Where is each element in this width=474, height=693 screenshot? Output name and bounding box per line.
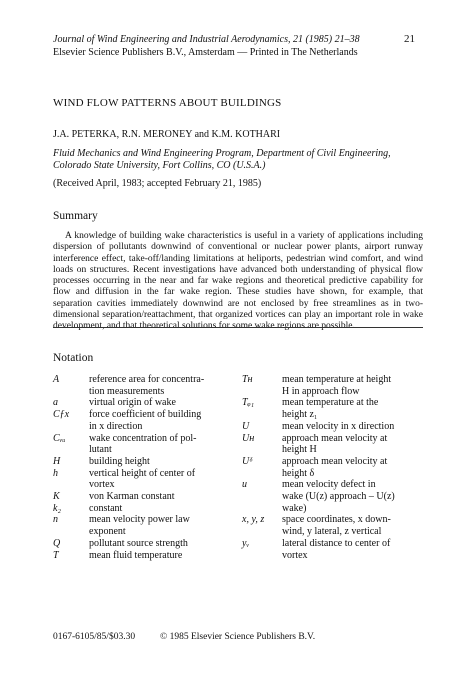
notation-symbol: x, y, z [242,514,265,526]
notation-description [89,491,243,503]
authors: J.A. PETERKA, R.N. MERONEY and K.M. KOTHARI [53,129,281,140]
notation-entry [242,538,432,561]
notation-symbol: k₂ [53,502,61,514]
notation-description-line: force coefficient of building [89,409,202,421]
notation-description-line: H in approach flow [282,385,360,397]
issn-code: 0167-6105/85/$03.30 [53,632,136,642]
notation-description-line: wake concentration of pol- [89,432,197,444]
notation-description-line: in x direction [89,420,143,432]
notation-description [282,479,432,514]
notation-description-line: height δ [282,467,315,479]
notation-description [282,433,432,456]
notation-description-line: pollutant source strength [89,537,188,549]
notation-symbol: K [53,491,60,503]
notation-symbol: Uᵟ [242,455,253,467]
notation-entry [242,514,432,537]
notation-description-line: mean temperature at height [282,374,392,385]
notation-description-line: exponent [89,526,126,538]
notation-entry [242,397,432,420]
notation-entry [53,409,243,432]
notation-entry [242,374,432,397]
notation-entry [53,456,243,468]
page-number: 21 [404,33,415,45]
notation-entry [53,433,243,456]
notation-symbol: a [53,397,58,409]
notation-description [89,409,243,432]
notation-symbol: Tʜ [242,374,253,385]
notation-description [282,514,432,537]
notation-description [89,468,243,491]
notation-entry [242,456,432,479]
notation-description [89,550,243,562]
notation-description-line: lateral distance to center of [282,537,391,549]
notation-entry [242,433,432,456]
notation-symbol: U [242,420,250,432]
notation-description [282,421,432,433]
notation-heading: Notation [53,352,94,364]
notation-description [89,503,243,515]
summary-text: A knowledge of building wake characteristics is useful in a variety of applications including dispersion of pollutants downwind of conventional or nuclear power plants, airport runway interference effect, take-off/landing limitations at heliports, pedestrian wind comfort, and wind loads on structures. Recent investigations have advanced both understanding of physical flow processes occurring in the near and far wake regions and theoretical predictive capability for flow and diffusion in the far wake region. These studies have shown, for example, that separation cavities immediately downwind are not enclosed by free streamlines as in two-dimensional separation/reattachment, that organized vortices can play an important role in wake development, and that theoretical solutions for some wake regions are possible. [53,231,423,332]
notation-description-line: mean velocity in x direction [282,420,395,432]
summary-heading: Summary [53,210,98,222]
notation-symbol: Uʜ [242,432,255,444]
notation-entry [53,538,243,550]
notation-description [89,374,243,397]
notation-description [89,538,243,550]
section-divider [53,327,423,328]
notation-description-line: wind, y lateral, z vertical [282,526,382,538]
notation-description-line: height z₁ [282,409,318,421]
notation-description-line: height H [282,444,317,456]
notation-symbol: Q [53,537,61,549]
copyright: © 1985 Elsevier Science Publishers B.V. [160,632,316,642]
notation-description-line: constant [89,502,123,514]
notation-description-line: von Karman constant [89,491,175,503]
notation-symbol: A [53,374,60,385]
notation-entry [53,491,243,503]
notation-symbol: T [53,549,59,561]
notation-entry [53,503,243,515]
notation-entry [53,468,243,491]
notation-description-line: mean velocity defect in [282,479,376,491]
notation-description [282,374,432,397]
notation-description [89,397,243,409]
notation-symbol: Cᵥᵤ [53,432,66,444]
notation-description-line: wake (U(z) approach – U(z) [282,491,395,503]
notation-description-line: tion measurements [89,385,165,397]
notation-description [282,538,432,561]
notation-description-line: mean velocity power law [89,514,190,526]
journal-citation: Journal of Wind Engineering and Industrial Aerodynamics, 21 (1985) 21–38 [53,34,360,45]
affiliation: Fluid Mechanics and Wind Engineering Program, Department of Civil Engineering, Colorado State University, Fort Collins, CO (U.S.A.) [53,148,391,171]
notation-entry [242,479,432,514]
notation-description-line: vortex [89,479,115,491]
notation-description-line: approach mean velocity at [282,455,388,467]
notation-description-line: mean temperature at the [282,397,379,409]
notation-entry [242,421,432,433]
notation-entry [53,397,243,409]
notation-description-line: reference area for concentra- [89,374,205,385]
notation-description [282,397,432,420]
notation-description [89,433,243,456]
notation-symbol: u [242,479,247,491]
notation-description-line: space coordinates, x down- [282,514,391,526]
notation-description-line: building height [89,455,150,467]
notation-column-left [53,374,243,561]
notation-description-line: lutant [89,444,112,456]
notation-description-line: virtual origin of wake [89,397,176,409]
article-title: WIND FLOW PATTERNS ABOUT BUILDINGS [53,97,282,109]
notation-entry [53,550,243,562]
notation-description [282,456,432,479]
publisher-line: Elsevier Science Publishers B.V., Amsterdam — Printed in The Netherlands [53,47,358,58]
notation-description [89,514,243,537]
notation-symbol: h [53,467,58,479]
notation-entry [53,514,243,537]
notation-description [89,456,243,468]
received-dates: (Received April, 1983; accepted February 21, 1985) [53,178,262,189]
notation-description-line: vortex [282,549,308,561]
notation-symbol: Tᵩ₁ [242,397,255,409]
notation-entry [53,374,243,397]
notation-description-line: vertical height of center of [89,467,196,479]
notation-symbol: Cƒx [53,409,70,421]
journal-header [53,33,360,59]
notation-symbol: n [53,514,58,526]
notation-description-line: mean fluid temperature [89,549,183,561]
notation-symbol: yᵥ [242,537,250,549]
notation-description-line: wake) [282,502,307,514]
notation-column-right [242,374,432,561]
notation-description-line: approach mean velocity at [282,432,388,444]
notation-symbol: H [53,455,61,467]
